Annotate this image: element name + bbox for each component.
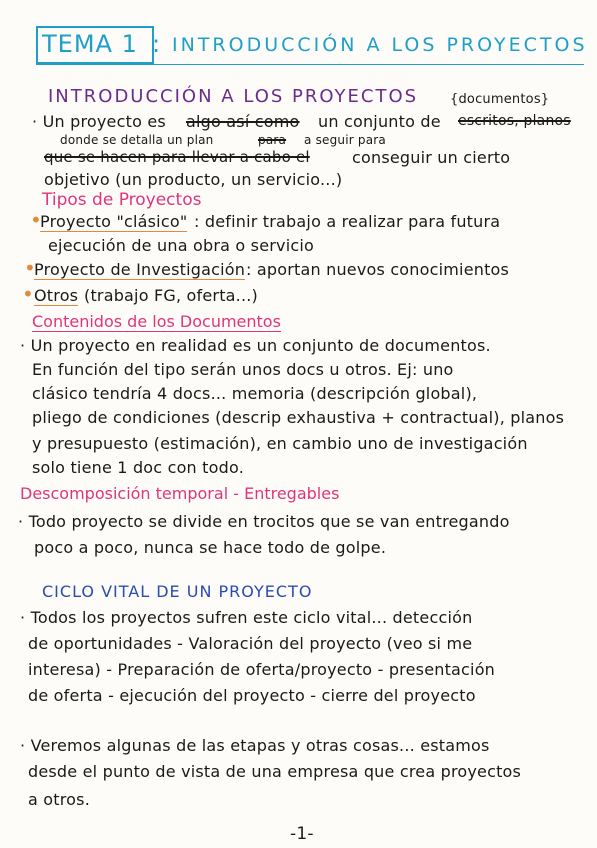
section-heading-ciclo: CICLO VITAL DE UN PROYECTO: [42, 582, 313, 601]
contenidos-line: clásico tendría 4 docs... memoria (descripción global),: [32, 384, 478, 403]
tema-colon: :: [152, 30, 161, 58]
ciclo-line: desde el punto de vista de una empresa que crea proyectos: [28, 762, 522, 781]
tipo-investigacion-desc: : aportan nuevos conocimientos: [246, 260, 510, 279]
ciclo-line: interesa) - Preparación de oferta/proyecto - presentación: [28, 660, 496, 679]
contenidos-line: En función del tipo serán unos docs u otros. Ej: uno: [32, 360, 454, 379]
subheading-descomposicion: Descomposición temporal - Entregables: [20, 484, 340, 503]
bullet-dot: •: [24, 256, 36, 280]
p1-line1-struck: algo así como: [186, 112, 300, 131]
p1-line2-struck: que se hacen para llevar a cabo el: [44, 148, 310, 166]
bullet-dot: •: [22, 282, 34, 306]
contenidos-line: y presupuesto (estimación), en cambio uno de investigación: [32, 434, 528, 453]
contenidos-line: · Un proyecto en realidad es un conjunto de documentos.: [20, 336, 491, 355]
p1-line1-b: un conjunto de: [318, 112, 441, 131]
contenidos-line: solo tiene 1 doc con todo.: [32, 458, 244, 477]
section-heading-intro: INTRODUCCIÓN A LOS PROYECTOS: [48, 86, 419, 107]
p1-line1-struck2: escritos, planos: [458, 113, 571, 129]
descomp-line: · Todo proyecto se divide en trocitos que se van entregando: [18, 512, 510, 531]
subheading-tipos: Tipos de Proyectos: [42, 190, 202, 210]
descomp-line: poco a poco, nunca se hace todo de golpe.: [34, 538, 387, 557]
subheading-contenidos: Contenidos de los Documentos: [32, 312, 281, 331]
title-underline: [36, 64, 584, 65]
p1-line1-a: · Un proyecto es: [32, 112, 166, 131]
ciclo-line: · Todos los proyectos sufren este ciclo vital... detección: [20, 608, 473, 627]
page-number: -1-: [290, 824, 314, 844]
bullet-dot: •: [30, 208, 42, 232]
tipo-clasico-desc: : definir trabajo a realizar para futura: [194, 212, 501, 231]
insert-struck-para: para: [258, 133, 287, 147]
p1-line3: objetivo (un producto, un servicio...): [44, 170, 343, 189]
ciclo-line: de oferta - ejecución del proyecto - cierre del proyecto: [28, 686, 476, 705]
tipo-clasico-label: Proyecto "clásico": [40, 212, 188, 231]
p1-line2-b: conseguir un cierto: [352, 148, 511, 167]
contenidos-line: pliego de condiciones (descrip exhaustiva + contractual), planos: [32, 408, 565, 427]
ciclo-line: a otros.: [28, 790, 90, 809]
page-title: INTRODUCCIÓN A LOS PROYECTOS: [172, 34, 588, 56]
tema-label: TEMA 1: [42, 30, 138, 58]
tipo-otros-desc: (trabajo FG, oferta...): [84, 286, 258, 305]
insert-a-seguir: a seguir para: [304, 133, 386, 147]
tipo-investigacion-label: Proyecto de Investigación: [34, 260, 246, 279]
ciclo-line: de oportunidades - Valoración del proyecto (veo si me: [28, 634, 473, 653]
insert-documentos: {documentos}: [450, 92, 550, 107]
tipo-otros-label: Otros: [34, 286, 79, 305]
ciclo-line: · Veremos algunas de las etapas y otras cosas... estamos: [20, 736, 490, 755]
insert-detalla: donde se detalla un plan: [60, 133, 214, 147]
tipo-clasico-desc2: ejecución de una obra o servicio: [48, 236, 314, 255]
